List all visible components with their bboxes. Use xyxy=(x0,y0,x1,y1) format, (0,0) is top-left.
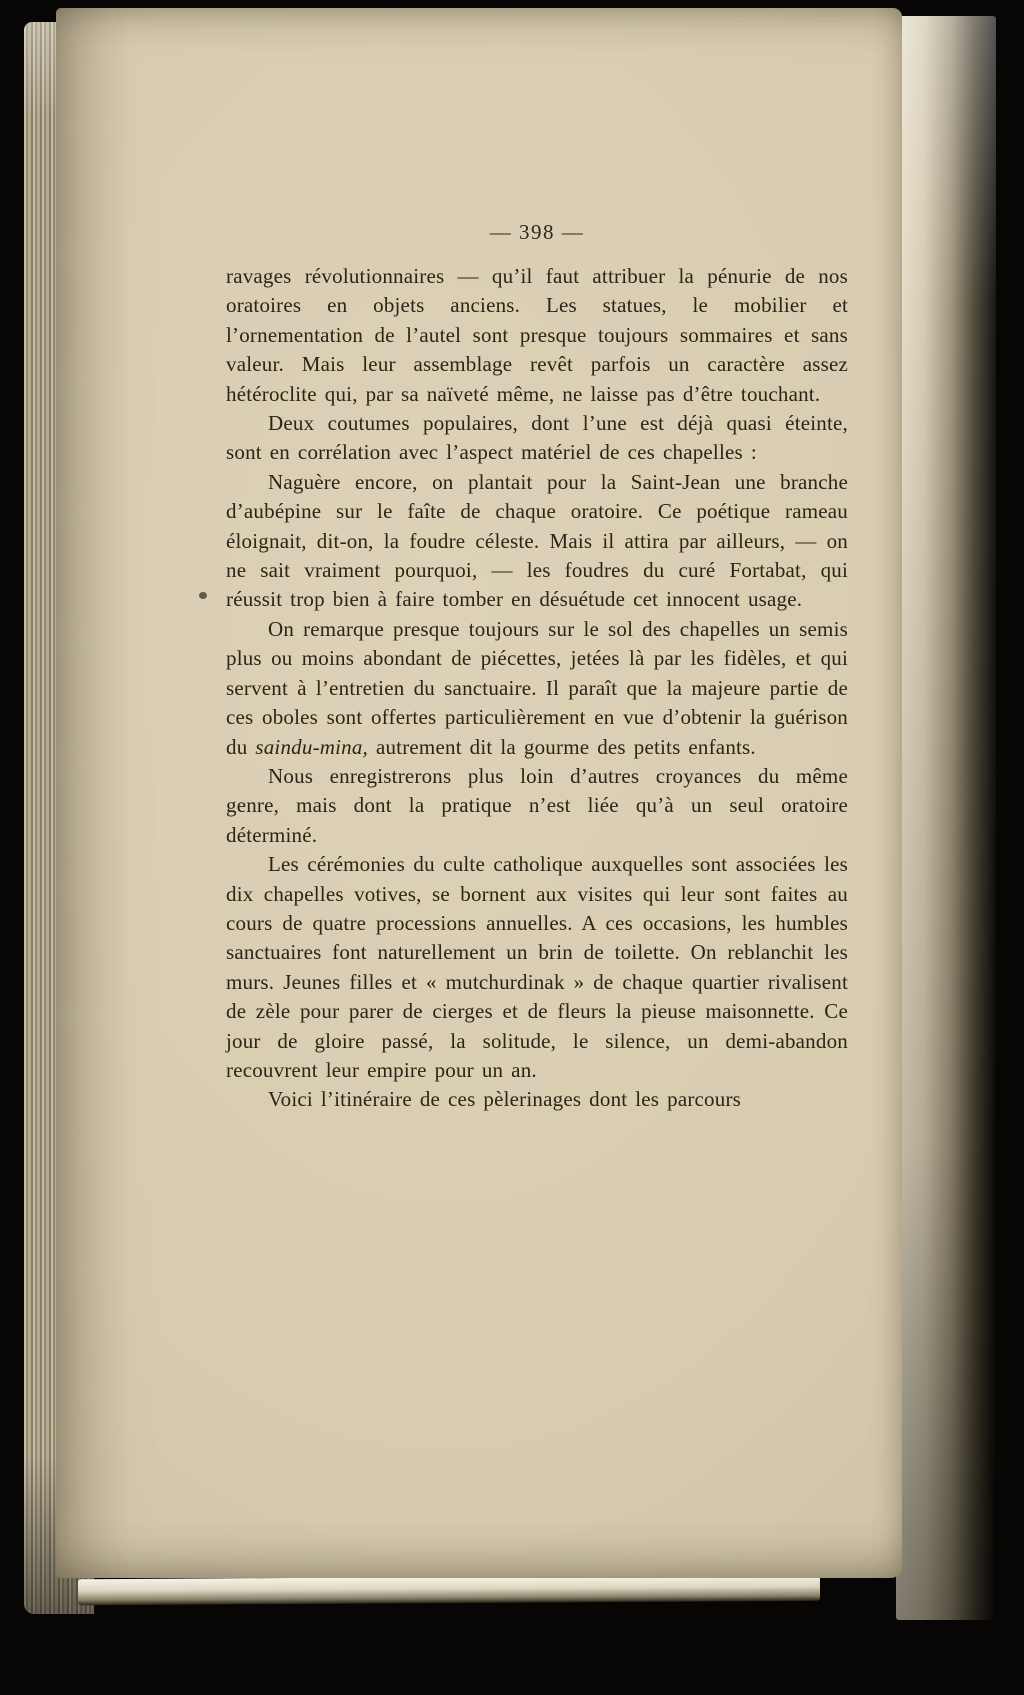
text-segment: saindu-mina, xyxy=(255,734,369,759)
paragraph xyxy=(226,468,848,615)
facing-page-edge xyxy=(896,16,996,1620)
text-segment: ravages révolutionnaires — qu’il faut attribuer la pénurie de nos oratoires en objets anciens. Les statues, le mobilier et l’ornementation de l’autel sont presque toujours sommaires et sans valeur. Mais leur assemblage revêt parfois un caractère assez hétéroclite qui, par sa naïveté même, ne laisse pas d’être touchant. xyxy=(226,264,848,406)
text-segment: On remarque presque toujours sur le sol des chapelles un semis plus ou moins abondant de piécettes, jetées là par les fidèles, et qui servent à l’entretien du sanctuaire. Il paraît que la majeure partie de ces oboles sont offertes particulièrement en vue d’obtenir la guérison du xyxy=(226,616,848,759)
text-segment: Voici l’itinéraire de ces pèlerinages dont les parcours xyxy=(268,1087,742,1112)
text-segment: Les cérémonies du culte catholique auxquelles sont associées les dix chapelles votives, se bornent aux visites qui leur sont faites au cours de quatre processions annuelles. A ces occasions, les humbles sanctuaires font naturellement un brin de toilette. On reblanchit les murs. Jeunes filles et « mutchurdinak » de chaque quartier rivalisent de zèle pour parer de cierges et de fleurs la pieuse maisonnette. Ce jour de gloire passé, la solitude, le silence, un demi-abandon recouvrent leur empire pour un an. xyxy=(226,852,848,1082)
underlying-pages-edge xyxy=(78,1575,820,1606)
page-number: — 398 — xyxy=(489,220,585,244)
text-segment: Naguère encore, on plantait pour la Saint-Jean une branche d’aubépine sur le faîte de chaque oratoire. Ce poétique rameau éloignait, dit-on, la foudre céleste. Mais il attira par ailleurs, — on ne sait vraiment pourquoi, — les foudres du curé Fortabat, qui réussit trop bien à faire tomber en désuétude cet innocent usage. xyxy=(226,469,848,612)
book-page xyxy=(56,8,902,1578)
text-segment: autrement dit la gourme des petits enfants. xyxy=(368,734,756,759)
page-text-block xyxy=(226,262,848,1115)
paragraph xyxy=(226,615,848,762)
paragraph xyxy=(226,409,848,468)
text-segment: Deux coutumes populaires, dont l’une est déjà quasi éteinte, sont en corrélation avec l’aspect matériel de ces chapelles : xyxy=(226,411,848,465)
paragraph xyxy=(226,850,848,1085)
paragraph xyxy=(226,762,848,850)
paragraph xyxy=(226,1085,848,1114)
ink-speck xyxy=(199,592,207,599)
paragraph xyxy=(226,262,848,409)
text-segment: Nous enregistrerons plus loin d’autres croyances du même genre, mais dont la pratique n’est liée qu’à un seul oratoire déterminé. xyxy=(226,763,848,847)
